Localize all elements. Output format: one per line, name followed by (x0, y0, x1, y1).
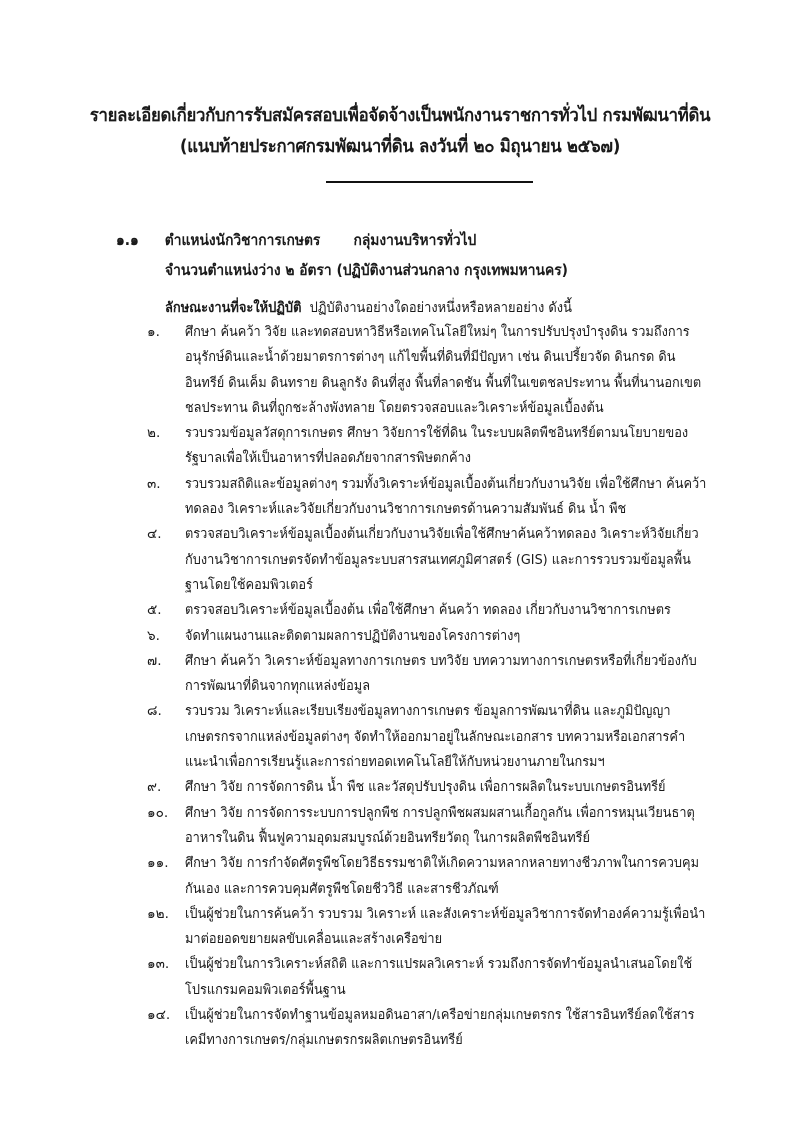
section-heading (116, 229, 476, 251)
item-number: ๒. (147, 425, 161, 442)
list-item (147, 598, 747, 623)
duties-list (147, 320, 747, 1054)
item-number: ๖. (147, 627, 160, 644)
list-item (147, 801, 747, 852)
list-item (147, 522, 747, 598)
item-number: ๑๐. (147, 804, 169, 821)
item-number: ๑๔. (147, 1007, 171, 1024)
item-number: ๗. (147, 652, 162, 669)
vacancy-count: จำนวนตำแหน่งว่าง ๒ อัตรา (ปฏิบัติงานส่วนกลาง กรุงเทพมหานคร) (165, 261, 568, 279)
list-item (147, 472, 747, 523)
document-title (0, 100, 800, 162)
item-text: เป็นผู้ช่วยในการวิเคราะห์สถิติ และการแปรผลวิเคราะห์ รวมถึงการจัดทำข้อมูลนำเสนอโดยใช้โปรแกรมคอมพิวเตอร์พื้นฐาน (185, 956, 693, 998)
list-item (147, 421, 747, 472)
list-item (147, 649, 747, 700)
item-number: ๑๓. (147, 956, 170, 973)
position-title: ตำแหน่งนักวิชาการเกษตร (164, 231, 321, 249)
title-line-1: รายละเอียดเกี่ยวกับการรับสมัครสอบเพื่อจัดจ้างเป็นพนักงานราชการทั่วไป กรมพัฒนาที่ดิน (89, 105, 711, 126)
duties-heading (165, 297, 572, 319)
list-item (147, 699, 747, 775)
list-item (147, 320, 747, 421)
title-line-2: (แนบท้ายประกาศกรมพัฒนาที่ดิน ลงวันที่ ๒๐ มิถุนายน ๒๕๖๗) (179, 136, 621, 157)
item-text: ตรวจสอบวิเคราะห์ข้อมูลเบื้องต้นเกี่ยวกับงานวิจัยเพื่อใช้ศึกษาค้นคว้าทดลอง วิเคราะห์วิจัยเกี่ยวกับงานวิชาการเกษตรจัดทำข้อมูลระบบสารสนเทศภูมิศาสตร์ (GIS) และการรวบรวมข้อมูลพื้นฐานโดยใช้คอมพิวเตอร์ (185, 526, 699, 593)
section-number: ๑.๑ (116, 231, 139, 249)
item-number: ๘. (147, 703, 162, 720)
list-item (147, 952, 747, 1003)
work-group: กลุ่มงานบริหารทั่วไป (353, 231, 477, 249)
item-text: ตรวจสอบวิเคราะห์ข้อมูลเบื้องต้น เพื่อใช้ศึกษา ค้นคว้า ทดลอง เกี่ยวกับงานวิชาการเกษตร (185, 602, 671, 619)
item-number: ๑. (147, 324, 160, 340)
item-number: ๑๑. (147, 855, 169, 872)
list-item (147, 851, 747, 902)
duties-label: ลักษณะงานที่จะให้ปฏิบัติ (165, 300, 302, 316)
list-item (147, 902, 747, 953)
list-item (147, 775, 747, 800)
item-text: ศึกษา วิจัย การจัดการระบบการปลูกพืช การปลูกพืชผสมผสานเกื้อกูลกัน เพื่อการหมุนเวียนธาตุอาหารในดิน ฟื้นฟูความอุดมสมบูรณ์ด้วยอินทรียวัตถุ ในการผลิตพืชอินทรีย์ (185, 804, 695, 846)
item-text: ศึกษา วิจัย การกำจัดศัตรูพืชโดยวิธีธรรมชาติให้เกิดความหลากหลายทางชีวภาพในการควบคุมกันเอง และการควบคุมศัตรูพืชโดยชีววิธี และสารชีวภัณฑ์ (185, 855, 700, 897)
item-number: ๑๒. (147, 905, 169, 922)
item-number: ๕. (147, 602, 162, 619)
item-number: ๔. (147, 526, 162, 543)
duties-intro: ปฏิบัติงานอย่างใดอย่างหนึ่งหรือหลายอย่าง ดังนี้ (309, 300, 572, 316)
item-text: ศึกษา ค้นคว้า วิจัย และทดสอบหาวิธีหรือเทคโนโลยีใหม่ๆ ในการปรับปรุงบำรุงดิน รวมถึงการอนุรักษ์ดินและน้ำด้วยมาตรการต่างๆ แก้ไขพื้นที่ดินที่มีปัญหา เช่น ดินเปรี้ยวจัด ดินกรด ดินอินทรีย์ ดินเค็ม ดินทราย ดินลูกรัง ดินที่สูง พื้นที่ลาดชัน พื้นที่ในเขตชลประทาน พื้นที่นานอกเขตชลประทาน ดินที่ถูกชะล้างพังทลาย โดยตรวจสอบและวิเคราะห์ข้อมูลเบื้องต้น (185, 324, 702, 416)
item-number: ๙. (147, 779, 162, 796)
item-text: รวบรวม วิเคราะห์และเรียบเรียงข้อมูลทางการเกษตร ข้อมูลการพัฒนาที่ดิน และภูมิปัญญาเกษตรกรจากแหล่งข้อมูลต่างๆ จัดทำให้ออกมาอยู่ในลักษณะเอกสาร บทความหรือเอกสารคำแนะนำเพื่อการเรียนรู้และการถ่ายทอดเทคโนโลยีให้กับหน่วยงานภายในกรมฯ (185, 703, 686, 771)
title-divider (326, 181, 533, 183)
item-text: เป็นผู้ช่วยในการจัดทำฐานข้อมูลหมอดินอาสา/เครือข่ายกลุ่มเกษตรกร ใช้สารอินทรีย์ลดใช้สารเคมีทางการเกษตร/กลุ่มเกษตรกรผลิตเกษตรอินทรีย์ (185, 1007, 695, 1049)
item-text: รวบรวมสถิติและข้อมูลต่างๆ รวมทั้งวิเคราะห์ข้อมูลเบื้องต้นเกี่ยวกับงานวิจัย เพื่อใช้ศึกษา ค้นคว้าทดลอง วิเคราะห์และวิจัยเกี่ยวกับงานวิชาการเกษตรด้านความสัมพันธ์ ดิน น้ำ พืช (185, 475, 707, 518)
item-text: รวบรวมข้อมูลวัสดุการเกษตร ศึกษา วิจัยการใช้ที่ดิน ในระบบผลิตพืชอินทรีย์ตามนโยบายของรัฐบาลเพื่อให้เป็นอาหารที่ปลอดภัยจากสารพิษตกค้าง (185, 425, 689, 467)
list-item (147, 1003, 747, 1054)
item-text: ศึกษา ค้นคว้า วิเคราะห์ข้อมูลทางการเกษตร บทวิจัย บทความทางการเกษตรหรือที่เกี่ยวข้องกับการพัฒนาที่ดินจากทุกแหล่งข้อมูล (185, 652, 697, 695)
item-text: เป็นผู้ช่วยในการค้นคว้า รวบรวม วิเคราะห์ และสังเคราะห์ข้อมูลวิชาการจัดทำองค์ความรู้เพื่อนำมาต่อยอดขยายผลขับเคลื่อนและสร้างเครือข่าย (185, 905, 706, 948)
item-text: ศึกษา วิจัย การจัดการดิน น้ำ พืช และวัสดุปรับปรุงดิน เพื่อการผลิตในระบบเกษตรอินทรีย์ (185, 779, 666, 796)
item-number: ๓. (147, 475, 161, 492)
list-item (147, 624, 747, 649)
item-text: จัดทำแผนงานและติดตามผลการปฏิบัติงานของโครงการต่างๆ (185, 627, 521, 644)
